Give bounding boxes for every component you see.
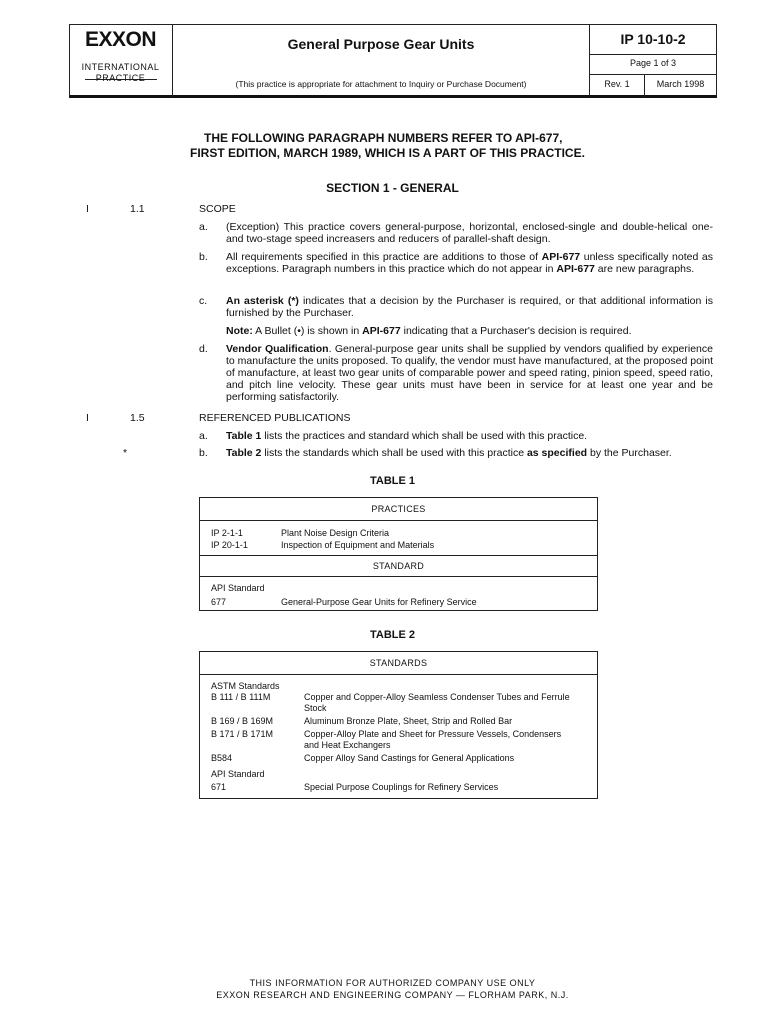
standard-desc: General-Purpose Gear Units for Refinery Service	[281, 597, 477, 607]
document-subtitle: (This practice is appropriate for attachment to Inquiry or Purchase Document)	[235, 79, 527, 89]
standard-code: 677	[211, 597, 227, 607]
astm-desc: Copper and Copper-Alloy Seamless Condenser Tubes and Ferrule Stock	[304, 692, 570, 713]
astm-group: ASTM Standards	[211, 681, 280, 691]
practice-desc: Inspection of Equipment and Materials	[281, 540, 435, 550]
astm-code: B 169 / B 169M	[211, 716, 274, 726]
scope-item-a: (Exception) This practice covers general-purpose, horizontal, enclosed-single and double-helical one-and two-stage speed increasers and reducers of parallel-shaft design.	[226, 221, 713, 245]
page-indicator: Page 1 of 3	[629, 58, 677, 68]
item-letter: b.	[199, 447, 208, 459]
practice-code: IP 2-1-1	[211, 528, 243, 538]
standard-caption: STANDARD	[372, 561, 425, 571]
section-title: SECTION 1 - GENERAL	[326, 181, 459, 195]
item-letter: a.	[199, 430, 208, 442]
astm-desc: Copper-Alloy Plate and Sheet for Pressure Vessels, Condensers and Heat Exchangers	[304, 729, 562, 750]
revision-mark: I	[86, 203, 89, 215]
practice-code: IP 20-1-1	[211, 540, 248, 550]
revision: Rev. 1	[604, 79, 630, 89]
footer-confidentiality: THIS INFORMATION FOR AUTHORIZED COMPANY USE ONLY	[249, 978, 536, 988]
scope-item-c: An asterisk (*) indicates that a decision by the Purchaser is required, or that additional information is furnished by the Purchaser.	[226, 295, 713, 319]
practices-caption: PRACTICES	[371, 504, 426, 514]
api-desc: Special Purpose Couplings for Refinery Services	[304, 782, 499, 792]
practice-desc: Plant Noise Design Criteria	[281, 528, 390, 538]
astm-code: B 111 / B 111M	[211, 692, 271, 702]
item-letter: d.	[199, 343, 208, 355]
astm-desc: Copper Alloy Sand Castings for General Applications	[304, 753, 515, 763]
standard-group: API Standard	[211, 583, 265, 593]
paragraph-heading: SCOPE	[199, 203, 236, 215]
document-number: IP 10-10-2	[620, 31, 686, 47]
astm-code: B584	[211, 753, 233, 763]
item-letter: b.	[199, 251, 208, 263]
paragraph-heading: REFERENCED PUBLICATIONS	[199, 412, 351, 424]
standards-caption: STANDARDS	[369, 658, 428, 668]
refpub-item-b: Table 2 lists the standards which shall be used with this practice as specified by the Purchaser.	[226, 447, 672, 459]
scope-item-b: All requirements specified in this practice are additions to those of API-677 unless specifically noted as exceptions. Paragraph numbers in this practice which do not appear in API-677 are new paragraphs.	[226, 251, 713, 275]
exxon-logo: EXXON	[84, 28, 157, 51]
paragraph-number: 1.1	[130, 203, 145, 215]
api-code: 671	[211, 782, 227, 792]
api-group: API Standard	[211, 769, 265, 779]
astm-code: B 171 / B 171M	[211, 729, 274, 739]
purchaser-asterisk: *	[123, 447, 128, 459]
astm-desc: Aluminum Bronze Plate, Sheet, Strip and Rolled Bar	[304, 716, 513, 726]
intro-statement: THE FOLLOWING PARAGRAPH NUMBERS REFER TO API-677, FIRST EDITION, MARCH 1989, WHICH IS A PART OF THIS PRACTICE.	[190, 131, 585, 160]
scope-item-d: Vendor Qualification. General-purpose gear units shall be supplied by vendors qualified by experience to manufacture the units proposed. To qualify, the vendor must have manufactured, at the proposed point of manufacture, at least two gear units of comparable power and speed rating, pinion speed, speed ratio, and pitch line velocity. These gear units must have been in service for at least one year and be performing satisfactorily.	[226, 343, 713, 403]
scope-note: Note: A Bullet (•) is shown in API-677 indicating that a Purchaser's decision is required.	[226, 325, 632, 337]
footer-company: EXXON RESEARCH AND ENGINEERING COMPANY — FLORHAM PARK, N.J.	[216, 990, 569, 1000]
revision-date: March 1998	[656, 79, 705, 89]
revision-mark: I	[86, 412, 89, 424]
refpub-item-a: Table 1 lists the practices and standard which shall be used with this practice.	[226, 430, 588, 442]
item-letter: a.	[199, 221, 208, 233]
table1-title: TABLE 1	[369, 475, 416, 487]
practice-label: INTERNATIONAL PRACTICE	[81, 62, 160, 83]
document-header	[69, 24, 717, 96]
document-title: General Purpose Gear Units	[287, 36, 475, 52]
table2-title: TABLE 2	[369, 629, 416, 641]
paragraph-number: 1.5	[130, 412, 145, 424]
item-letter: c.	[199, 295, 208, 307]
